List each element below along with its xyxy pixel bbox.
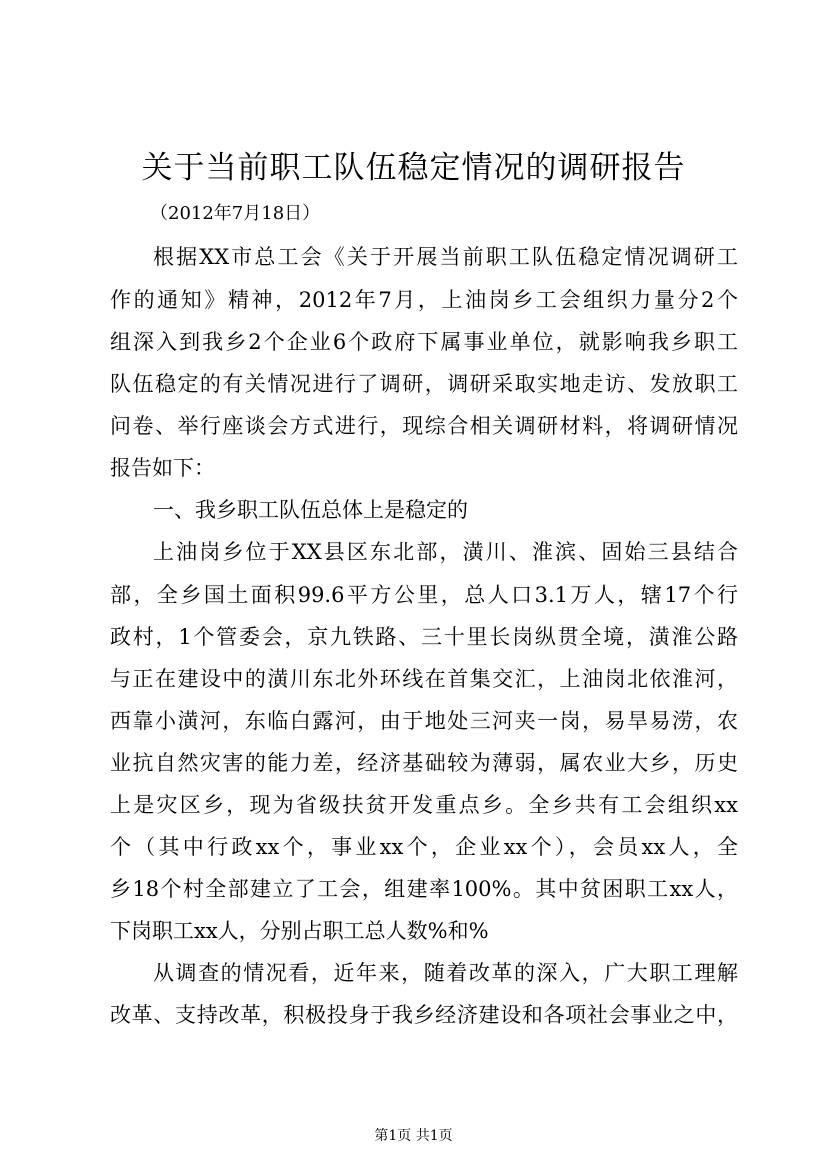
body-line: 政村，1个管委会，京九铁路、三十里长岗纵贯全境，潢淮公路 [110, 625, 738, 649]
body-line: 上油岗乡位于XX县区东北部，潢川、淮滨、固始三县结合 [153, 540, 738, 564]
body-line: 问卷、举行座谈会方式进行，现综合相关调研材料，将调研情况 [110, 414, 738, 438]
body-line: 部，全乡国土面积99.6平方公里，总人口3.1万人，辖17个行 [110, 583, 738, 607]
body-line: 作的通知》精神，2012年7月，上油岗乡工会组织力量分2个 [110, 288, 738, 312]
report-date: （2012年7月18日） [150, 203, 321, 224]
body-line: 上是灾区乡，现为省级扶贫开发重点乡。全乡共有工会组织xx [110, 793, 738, 817]
body-line: 改革、支持改革，积极投身于我乡经济建设和各项社会事业之中， [110, 1003, 738, 1027]
body-line: 报告如下： [110, 456, 215, 480]
body-line: 组深入到我乡2个企业6个政府下属事业单位，就影响我乡职工 [110, 330, 738, 354]
body-line: 乡18个村全部建立了工会，组建率100%。其中贫困职工xx人， [110, 877, 738, 901]
body-line: 与正在建设中的潢川东北外环线在首集交汇，上油岗北依淮河， [110, 667, 738, 691]
body-line: 从调查的情况看，近年来，随着改革的深入，广大职工理解 [153, 961, 738, 985]
body-line: 西靠小潢河，东临白露河，由于地处三河夹一岗，易旱易涝，农 [110, 709, 738, 733]
body-line: 队伍稳定的有关情况进行了调研，调研采取实地走访、发放职工 [110, 372, 738, 396]
section-heading: 一、我乡职工队伍总体上是稳定的 [153, 498, 468, 522]
page-title: 关于当前职工队伍稳定情况的调研报告 [141, 150, 686, 186]
body-line: 下岗职工xx人，分别占职工总人数%和% [110, 919, 489, 943]
body-line: 个（其中行政xx个，事业xx个，企业xx个），会员xx人，全 [110, 835, 738, 859]
body-line: 根据XX市总工会《关于开展当前职工队伍稳定情况调研工 [153, 245, 738, 269]
page-number-footer: 第1页 共1页 [374, 1128, 453, 1144]
body-line: 业抗自然灾害的能力差，经济基础较为薄弱，属农业大乡，历史 [110, 751, 738, 775]
